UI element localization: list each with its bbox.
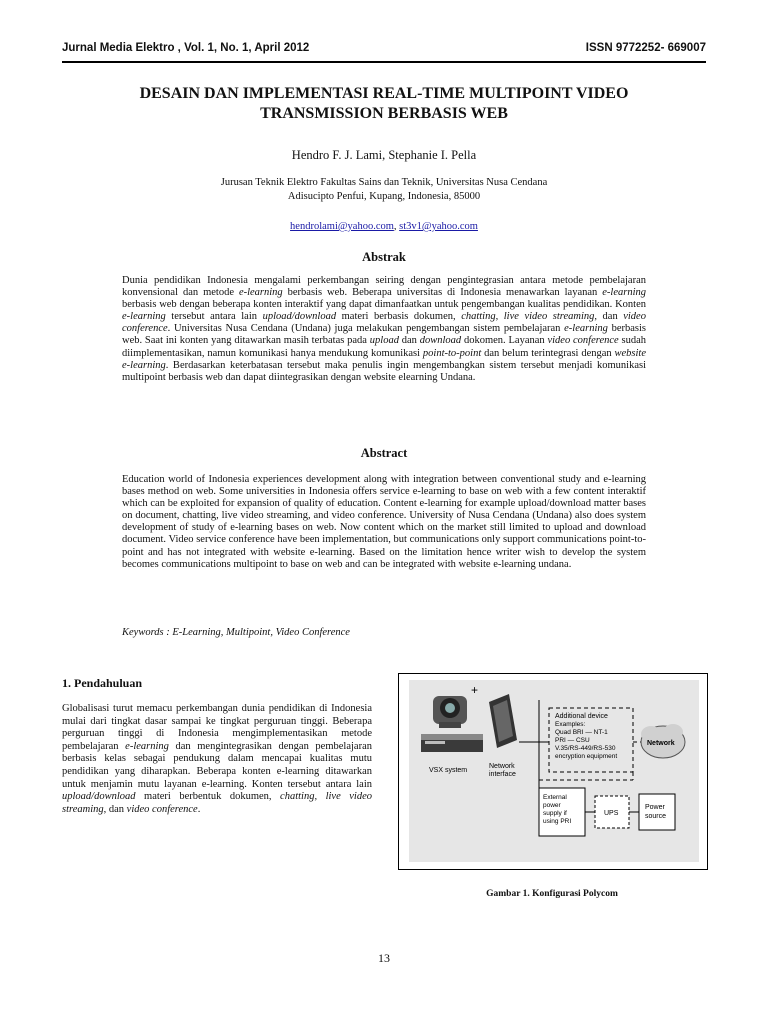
title-line-1: DESAIN DAN IMPLEMENTASI REAL-TIME MULTIPOINT VIDEO	[139, 85, 629, 102]
camera-icon	[433, 696, 467, 728]
section-body-pendahuluan: Globalisasi turut memacu perkembangan dunia pendidikan di Indonesia mulai dari tingkat dasar sampai ke tingkat perguruan tinggi. Beberapa perguruan tinggi di Indonesia mengimplementasikan metode pembelajaran e-learning dan mengintegrasikan dengan pembelajaran berbasis kelas sebagai pendukung dalam mencapai kualitas mutu pendidikan yang diharapkan. Beberapa konten e-learning ditawarkan untuk menjamin mutu layanan e-learning. Konten tersebut antara lain upload/download materi berbentuk dokumen, chatting, live video streaming, dan video conference.	[62, 703, 372, 815]
figure-caption: Gambar 1. Konfigurasi Polycom	[486, 889, 618, 899]
network-label: Network	[647, 740, 675, 747]
plus-sign: +	[471, 683, 479, 697]
affiliation	[62, 176, 706, 204]
polycom-diagram	[409, 680, 699, 862]
paper-title	[62, 84, 706, 124]
power-source-box	[639, 794, 675, 830]
affiliation-line-2: Adisucipto Penfui, Kupang, Indonesia, 85000	[287, 191, 481, 202]
additional-device-line-2: Examples:	[555, 721, 586, 728]
external-power-line-1: External	[543, 794, 567, 801]
network-interface-label-2: interface	[489, 771, 516, 778]
authors: Hendro F. J. Lami, Stephanie I. Pella	[291, 148, 477, 162]
issn: ISSN 9772252- 669007	[585, 42, 706, 54]
additional-device-line-6: encryption equipment	[555, 753, 618, 760]
section-heading-pendahuluan: 1. Pendahuluan	[62, 676, 143, 690]
power-source-line-1: Power	[645, 804, 665, 811]
ups-label: UPS	[604, 810, 619, 817]
abstrak-heading: Abstrak	[362, 250, 406, 264]
external-power-line-4: using PRI	[543, 818, 572, 825]
journal-title: Jurnal Media Elektro , Vol. 1, No. 1, April 2012	[62, 42, 310, 54]
email-link-1[interactable]: hendrolami@yahoo.com	[290, 221, 394, 232]
keywords: Keywords : E-Learning, Multipoint, Video Conference	[122, 627, 350, 638]
additional-device-line-5: V.35/RS-449/RS-530	[555, 745, 616, 752]
network-interface-label-1: Network	[489, 763, 515, 770]
additional-device-line-3: Quad BRI — NT-1	[555, 729, 608, 736]
email-separator: ,	[393, 221, 400, 232]
header-rule	[62, 61, 706, 63]
email-link-2[interactable]: st3v1@yahoo.com	[399, 221, 478, 232]
external-power-line-3: supply if	[543, 810, 567, 817]
power-source-line-2: source	[645, 813, 667, 820]
external-power-line-2: power	[543, 802, 561, 809]
affiliation-line-1: Jurusan Teknik Elektro Fakultas Sains dan Teknik, Universitas Nusa Cendana	[220, 177, 548, 188]
additional-device-title: Additional device	[555, 713, 608, 720]
additional-device-line-4: PRI — CSU	[555, 737, 590, 744]
figure-diagram-area	[409, 680, 699, 862]
vsx-unit-icon	[421, 734, 483, 752]
author-emails	[62, 221, 706, 232]
page-number: 13	[378, 951, 390, 965]
figure-polycom	[398, 673, 708, 870]
network-interface-icon	[489, 694, 517, 748]
running-header	[62, 42, 706, 54]
title-line-2: TRANSMISSION BERBASIS WEB	[260, 105, 508, 122]
abstract-heading: Abstract	[360, 446, 408, 460]
abstract-body: Education world of Indonesia experiences development along with integration between conventional study and e-learning bases method on web. Some universities in Indonesia offers service e-learning to base on web with a few content interaktif which can be exploited for expansion of quality of education. Content e-learning for example upload/download matter bases on document, chatting, live video streaming, and video conference. University of Nusa Cendana (Undana) also does system development of study of e-learning bases on web. Now content which on the market still limited to upload and download document. Video service conference have been implementation, but communications only support communications point-to-point and has not integrated with website e-learning. Based on the limitation hence writer wish to develop the system becomes communications multipoint to base on web and can be integrated with website e-learning undana.	[122, 474, 646, 570]
abstrak-body: Dunia pendidikan Indonesia mengalami perkembangan seiring dengan pengintegrasian antara metode pembelajaran konvensional dan metode e-learning berbasis web. Beberapa universitas di Indonesia menawarkan layanan e-learning berbasis web dengan beberapa konten interaktif yang dapat dimanfaatkan untuk pengembangan kualitas pendidikan. Konten e-learning tersebut antara lain upload/download materi berbasis dokumen, chatting, live video streaming, dan video conference. Universitas Nusa Cendana (Undana) juga melakukan pengembangan sistem pembelajaran e-learning berbasis web. Saat ini konten yang ditawarkan masih terbatas pada upload dan download dokomen. Layanan video conference sudah diimplementasikan, namun komunikasi hanya mendukung komunikasi point-to-point dan belum terintegrasi dengan website e-learning. Berdasarkan keterbatasan tersebut maka penulis ingin mengembangkan sistem tersebut menjadi komunikasi multipoint berbasis web dan dapat diintegrasikan dengan website elearning Undana.	[122, 275, 646, 383]
vsx-label: VSX system	[429, 767, 468, 774]
